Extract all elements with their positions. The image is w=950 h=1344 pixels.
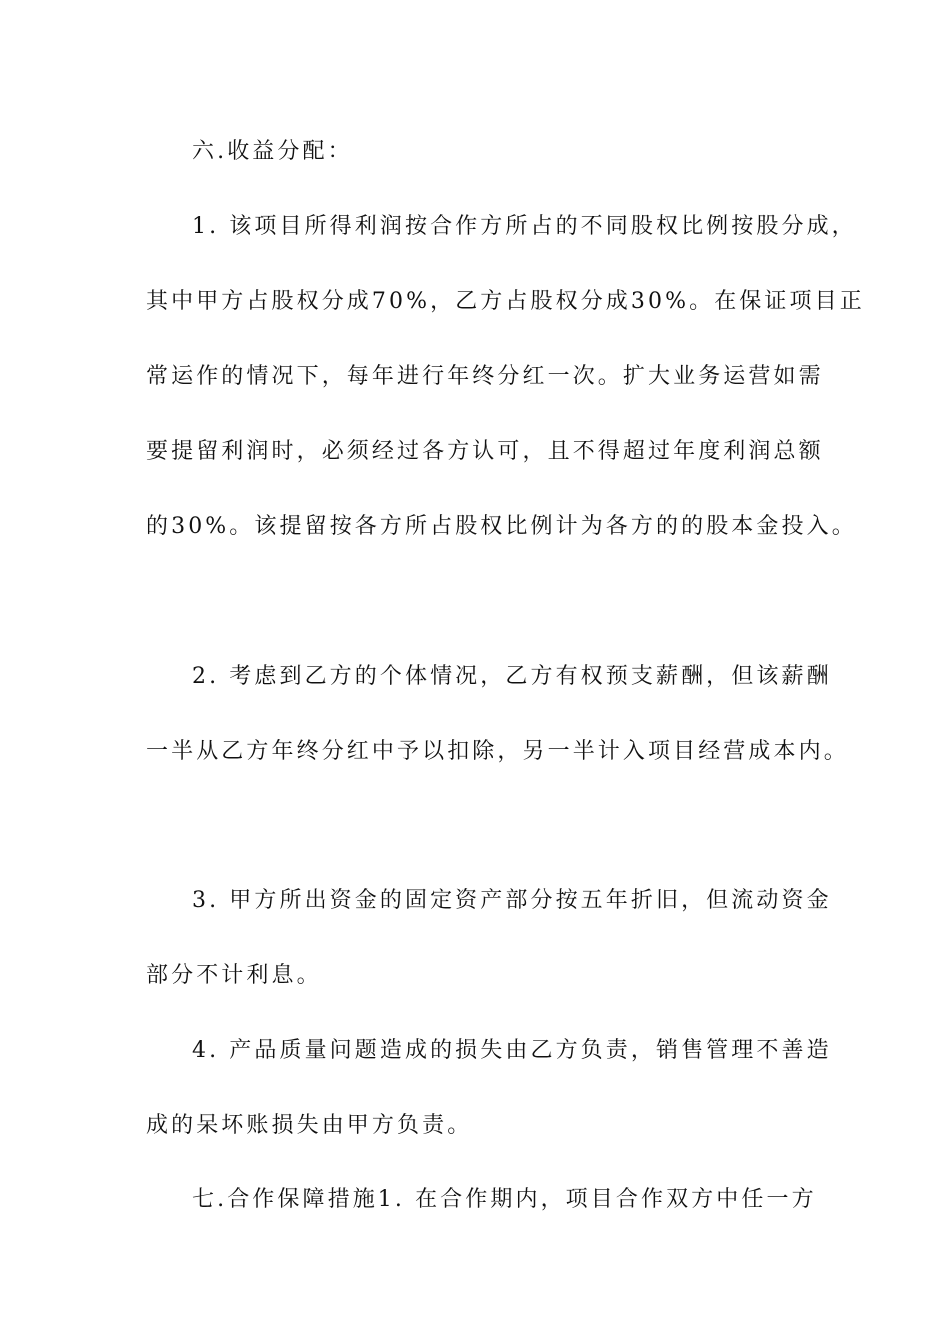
paragraph-line: 4. 产品质量问题造成的损失由乙方负责，销售管理不善造 [192, 1038, 832, 1063]
paragraph-line: 部分不计利息。 [146, 963, 322, 988]
paragraph-line: 常运作的情况下，每年进行年终分红一次。扩大业务运营如需 [146, 364, 824, 389]
paragraph-line: 其中甲方占股权分成70%，乙方占股权分成30%。在保证项目正 [146, 289, 865, 314]
section-heading-income-distribution: 六.收益分配： [192, 139, 353, 164]
paragraph-line: 3. 甲方所出资金的固定资产部分按五年折旧，但流动资金 [192, 888, 832, 913]
paragraph-line: 2. 考虑到乙方的个体情况，乙方有权预支薪酬，但该薪酬 [192, 664, 832, 689]
paragraph-line: 一半从乙方年终分红中予以扣除，另一半计入项目经营成本内。 [146, 739, 849, 764]
paragraph-line: 要提留利润时，必须经过各方认可，且不得超过年度利润总额 [146, 439, 824, 464]
section-heading-cooperation-guarantee: 七.合作保障措施1. 在合作期内，项目合作双方中任一方 [192, 1187, 817, 1212]
paragraph-line: 1. 该项目所得利润按合作方所占的不同股权比例按股分成， [192, 214, 857, 239]
paragraph-line: 的30%。该提留按各方所占股权比例计为各方的的股本金投入。 [146, 514, 857, 539]
paragraph-line: 成的呆坏账损失由甲方负责。 [146, 1113, 473, 1138]
